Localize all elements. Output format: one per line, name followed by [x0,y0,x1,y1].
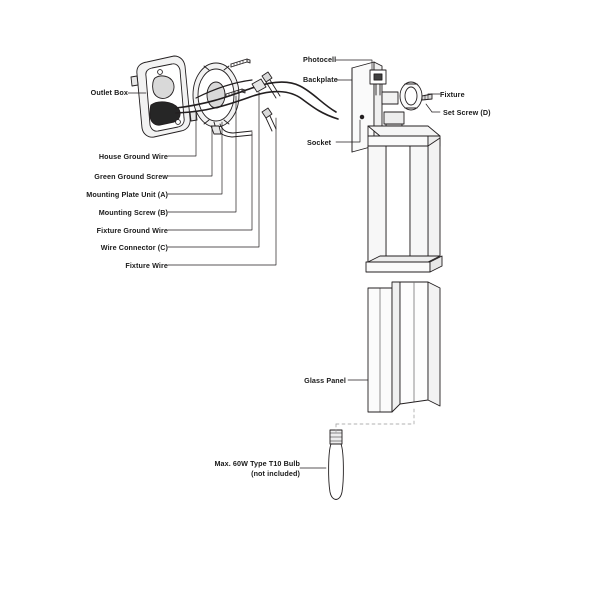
label-glass-panel: Glass Panel [304,376,346,385]
label-photocell: Photocell [303,55,337,64]
label-outlet-box: Outlet Box [90,88,128,97]
label-socket: Socket [307,138,332,147]
fixture-top-graphic [382,82,432,110]
label-fixture-ground-wire: Fixture Ground Wire [96,226,168,235]
label-house-ground-wire: House Ground Wire [98,152,168,161]
label-green-ground-screw: Green Ground Screw [94,172,168,181]
fixture-body-graphic [366,126,442,272]
wire-connector-graphic [252,79,266,92]
label-mounting-screw: Mounting Screw (B) [98,208,168,217]
label-fixture: Fixture [440,90,465,99]
label-set-screw: Set Screw (D) [443,108,491,117]
label-mounting-plate-unit: Mounting Plate Unit (A) [86,190,168,199]
bulb-graphic [329,430,344,500]
label-fixture-wire: Fixture Wire [125,261,168,270]
label-wire-connector: Wire Connector (C) [100,243,168,252]
label-backplate: Backplate [303,75,338,84]
glass-panel-graphic [368,282,440,412]
label-bulb-line2: (not included) [251,469,300,478]
label-bulb-line1: Max. 60W Type T10 Bulb [214,459,300,468]
outlet-box-graphic [131,56,197,137]
